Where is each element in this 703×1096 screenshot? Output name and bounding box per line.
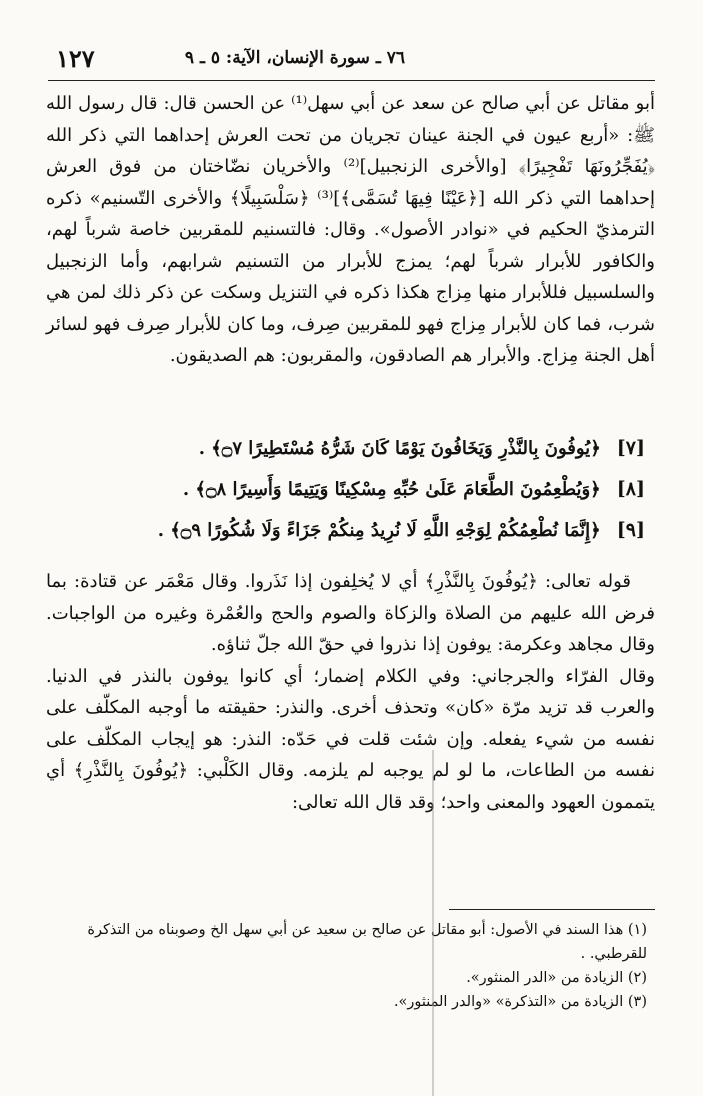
verse-7 (46, 428, 645, 469)
verse-number: [٧] (616, 437, 645, 459)
verse-text: ﴿يُوفُونَ بِالنَّذْرِ وَيَخَافُونَ يَوْمًا كَانَ شَرُّهُ مُسْتَطِيرًا ۝٧﴾ . (198, 438, 601, 459)
scan-artifact-line (432, 750, 434, 1096)
verse-number: [٩] (616, 519, 645, 541)
page-header (48, 44, 655, 78)
paragraph-3: وقال الفرّاء والجرجاني: وفي الكلام إضمار؛ أي كانوا يوفون بالنذر في الدنيا. والعرب قد تزيد مرّة «كان» وتحذف أخرى. والنذر: حقيقته ما أوجبه المكلّف على نفسه من شيء يفعله. وإن شئت قلت في حَدّه: النذر: هو إيجاب المكلّف على نفسه من الطاعات، ما لو لم يوجبه لم يلزمه. وقال الكَلْبي: ﴿يُوفُونَ بِالنَّذْرِ﴾ أي يتممون العهود والمعنى واحد؛ وقد قال الله تعالى: (46, 665, 655, 813)
page-number: ١٢٧ (56, 44, 95, 73)
verse-text: ﴿إِنَّمَا نُطْعِمُكُمْ لِوَجْهِ اللَّهِ لَا نُرِيدُ مِنكُمْ جَزَاءً وَلَا شُكُورًا ۝٩﴾ . (157, 520, 601, 541)
paragraph-2: قوله تعالى: ﴿يُوفُونَ بِالنَّذْرِ﴾ أي لا يُخلِفون إذا نَذَروا. وقال مَعْمَر عن قتادة: بما فرض الله عليهم من الصلاة والزكاة والصوم والحج والعُمْرة وغيره من الواجبات. وقال مجاهد وعكرمة: يوفون إذا نذروا في حقّ الله جلّ ثناؤه. (46, 571, 655, 655)
commentary-block-2 (46, 566, 655, 818)
footnote-rule (449, 909, 655, 910)
footnote-3: (٣) الزيادة من «التذكرة» «والدر المنثور». (393, 994, 647, 1010)
verse-8 (46, 469, 645, 510)
verse-number: [٨] (616, 478, 645, 500)
verse-text: ﴿وَيُطْعِمُونَ الطَّعَامَ عَلَىٰ حُبِّهِ مِسْكِينًا وَيَتِيمًا وَأَسِيرًا ۝٨﴾ . (182, 479, 601, 500)
header-rule (48, 80, 655, 81)
footnotes (48, 918, 647, 1014)
footnote-1: (١) هذا السند في الأصول: أبو مقاتل عن صالح بن سعيد عن أبي سهل الخ وصوبناه من التذكرة للقرطبي. . (87, 922, 647, 962)
verse-9 (46, 510, 645, 551)
paragraph-1: أبو مقاتل عن أبي صالح عن سعد عن أبي سهل⁽¹⁾ عن الحسن قال: قال رسول الله ﷺ: «أربع عيون في الجنة عينان تجريان من تحت العرش إحداهما التي ذكر الله ﴿يُفَجِّرُونَهَا تَفْجِيرًا﴾ [والأخرى الزنجبيل]⁽²⁾ والأخريان نضّاختان من فوق العرش إحداهما التي ذكر الله [﴿عَيْنًا فِيهَا تُسَمَّى﴾]⁽³⁾ ﴿سَلْسَبِيلًا﴾ والأخرى التّسنيم» ذكره الترمذيّ الحكيم في «نوادر الأصول». وقال: فالتسنيم للمقربين خاصة شرباً لهم، والكافور للأبرار شرباً لهم؛ يمزج للأبرار من التسنيم شرابهم، وأما الزنجبيل والسلسبيل فللأبرار منها مِزاج هكذا ذكره في التنزيل وسكت عن ذكر ذلك لمن هي شرب، فما كان للأبرار مِزاج فهو للمقربين صِرف، وما كان للأبرار صِرف فهو لسائر أهل الجنة مِزاج. والأبرار هم الصادقون، والمقربون: هم الصديقون. (46, 93, 655, 366)
running-title: ٧٦ ـ سورة الإنسان، الآية: ٥ ـ ٩ (184, 48, 405, 68)
commentary-block-1 (46, 88, 655, 372)
quran-verses (46, 428, 645, 551)
footnote-2: (٢) الزيادة من «الدر المنثور». (466, 970, 647, 986)
